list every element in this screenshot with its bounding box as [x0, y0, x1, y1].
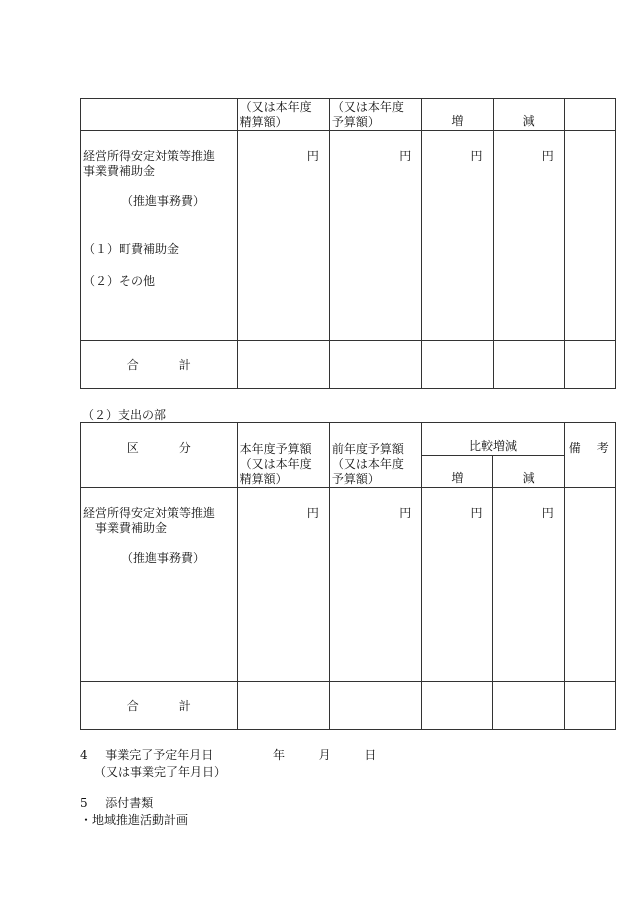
header-decrease-cell: 減: [493, 99, 564, 131]
expenditure-section-title: （２）支出の部: [82, 408, 167, 422]
expenditure-table-total-row: [81, 682, 616, 730]
header-increase-cell: 増: [422, 456, 493, 488]
expenditure-table: [80, 422, 616, 730]
yen-unit: 円: [329, 488, 421, 682]
yen-unit: 円: [329, 131, 421, 341]
yen-unit: 円: [493, 131, 564, 341]
item-cell: 経営所得安定対策等推進 事業費補助金 （推進事務費）: [81, 488, 238, 682]
item-cell: 経営所得安定対策等推進 事業費補助金 （推進事務費） （１）町費補助金 （２）その他: [81, 131, 238, 341]
total-label: 合 計: [81, 341, 238, 389]
attachments-label: 添付書類: [105, 796, 154, 810]
header-previous-year-cell: 前年度予算額 （又は本年度 予算額）: [329, 423, 421, 488]
yen-unit: 円: [237, 488, 329, 682]
header-previous-year-cell: （又は本年度 予算額）: [329, 99, 421, 131]
header-increase-cell: 増: [422, 99, 493, 131]
income-table-total-row: [81, 341, 616, 389]
year-unit: 年: [272, 748, 285, 762]
header-comparison-cell: 比較増減: [422, 423, 565, 456]
header-remarks-cell: [564, 99, 615, 131]
completion-date-label: 事業完了予定年月日: [105, 748, 214, 762]
attachments-line: [80, 795, 153, 811]
item-number: 5: [80, 796, 88, 810]
header-category-cell: [81, 99, 238, 131]
yen-unit: 円: [493, 488, 564, 682]
expenditure-table-header-row: [81, 423, 616, 456]
yen-unit: 円: [422, 488, 493, 682]
attachment-item: ・地域推進活動計画: [80, 813, 189, 827]
header-category-cell: 区 分: [81, 423, 238, 488]
income-table-header-row: [81, 99, 616, 131]
header-current-year-cell: 本年度予算額 （又は本年度 精算額）: [237, 423, 329, 488]
header-current-year-cell: （又は本年度 精算額）: [237, 99, 329, 131]
income-table-body-row: [81, 131, 616, 341]
day-unit: 日: [364, 748, 377, 762]
header-decrease-cell: 減: [493, 456, 564, 488]
income-table: [80, 98, 616, 389]
item-number: 4: [80, 748, 88, 762]
yen-unit: 円: [422, 131, 493, 341]
expenditure-table-body-row: [81, 488, 616, 682]
yen-unit: 円: [237, 131, 329, 341]
total-label: 合 計: [81, 682, 238, 730]
completion-date-sub: （又は事業完了年月日）: [94, 765, 227, 779]
header-remarks-cell: 備 考: [564, 423, 615, 488]
completion-date-line: [80, 747, 376, 763]
month-unit: 月: [318, 748, 331, 762]
